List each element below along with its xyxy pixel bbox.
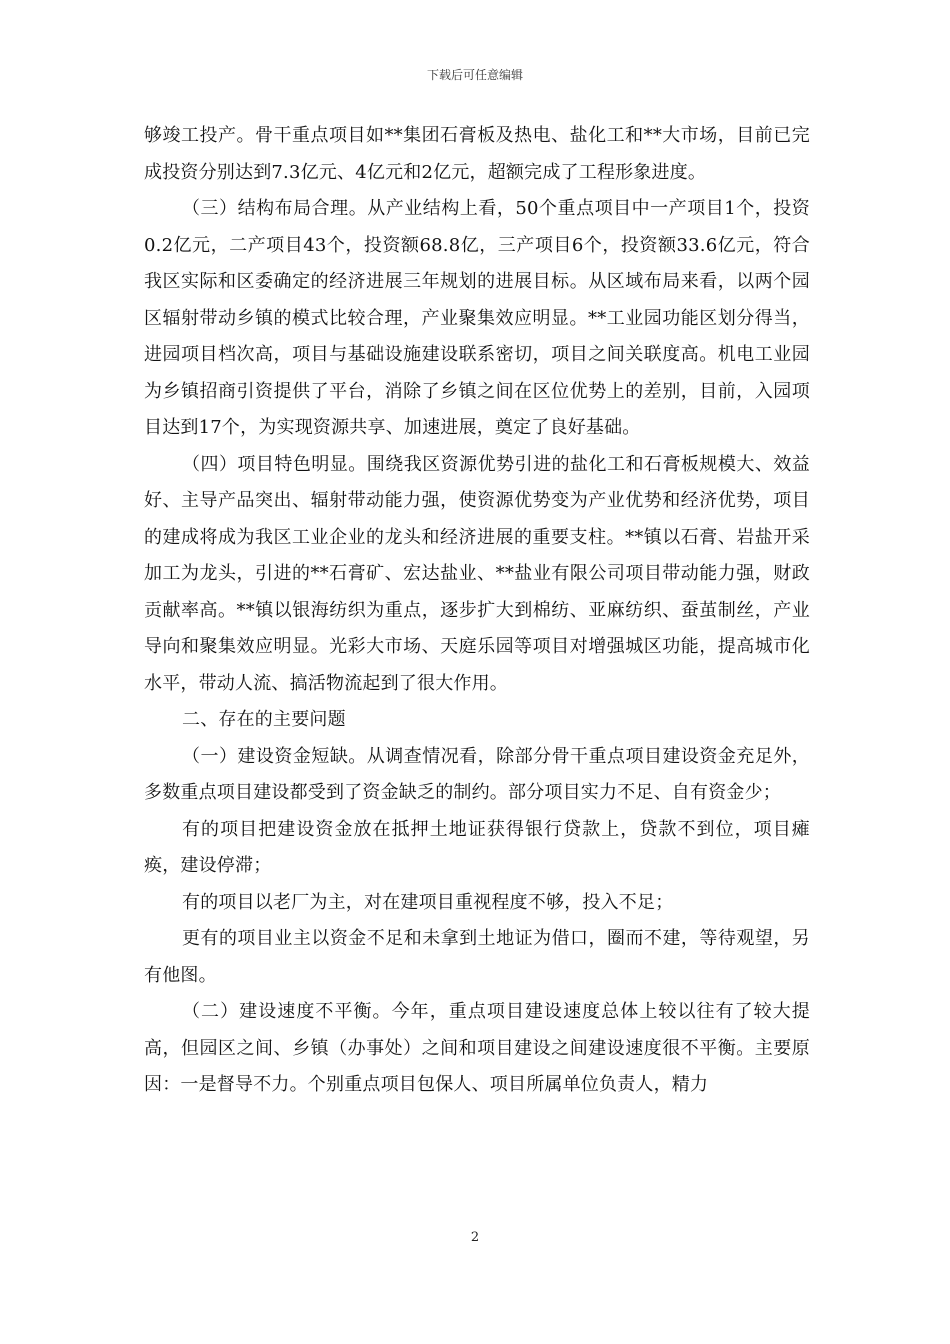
paragraph-2: （三）结构布局合理。从产业结构上看，50个重点项目中一产项目1个，投资0.2亿元，二产项目43个，投资额68.8亿，三产项目6个，投资额33.6亿元，符合我区实际和区委确定的经济进展三年规划的进展目标。从区域布局来看，以两个园区辐射带动乡镇的模式比较合理，产业聚集效应明显。**工业园功能区划分得当，进园项目档次高，项目与基础设施建设联系密切，项目之间关联度高。机电工业园为乡镇招商引资提供了平台，消除了乡镇之间在区位优势上的差别，目前，入园项目达到17个，为实现资源共享、加速进展，奠定了良好基础。 bbox=[144, 198, 810, 438]
paragraph-5: （一）建设资金短缺。从调查情况看，除部分骨干重点项目建设资金充足外，多数重点项目建设都受到了资金缺乏的制约。部分项目实力不足、自有资金少； bbox=[144, 745, 810, 803]
paragraph-8: 更有的项目业主以资金不足和未拿到土地证为借口，圈而不建，等待观望，另有他图。 bbox=[144, 928, 810, 986]
section-heading: 二、存在的主要问题 bbox=[182, 709, 346, 730]
paragraph-3: （四）项目特色明显。围绕我区资源优势引进的盐化工和石膏板规模大、效益好、主导产品突出、辐射带动能力强，使资源优势变为产业优势和经济优势，项目的建成将成为我区工业企业的龙头和经济进展的重要支柱。**镇以石膏、岩盐开采加工为龙头，引进的**石膏矿、宏达盐业、**盐业有限公司项目带动能力强，财政贡献率高。**镇以银海纺织为重点，逐步扩大到棉纺、亚麻纺织、蚕茧制丝，产业导向和聚集效应明显。光彩大市场、天庭乐园等项目对增强城区功能，提高城市化水平，带动人流、搞活物流起到了很大作用。 bbox=[144, 453, 810, 694]
paragraph-1: 够竣工投产。骨干重点项目如**集团石膏板及热电、盐化工和**大市场，目前已完成投资分别达到7.3亿元、4亿元和2亿元，超额完成了工程形象进度。 bbox=[144, 125, 810, 183]
page-number: 2 bbox=[470, 1230, 480, 1245]
paragraph-6: 有的项目把建设资金放在抵押土地证获得银行贷款上，贷款不到位，项目瘫痪，建设停滞； bbox=[144, 818, 810, 876]
page-header: 下载后可任意编辑 bbox=[426, 68, 523, 82]
paragraph-7: 有的项目以老厂为主，对在建项目重视程度不够，投入不足； bbox=[182, 891, 674, 913]
document-body bbox=[144, 118, 810, 1104]
paragraph-9: （二）建设速度不平衡。今年，重点项目建设速度总体上较以往有了较大提高，但园区之间、乡镇（办事处）之间和项目建设之间建设速度很不平衡。主要原因：一是督导不力。个别重点项目包保人、项目所属单位负责人，精力 bbox=[144, 1001, 810, 1095]
